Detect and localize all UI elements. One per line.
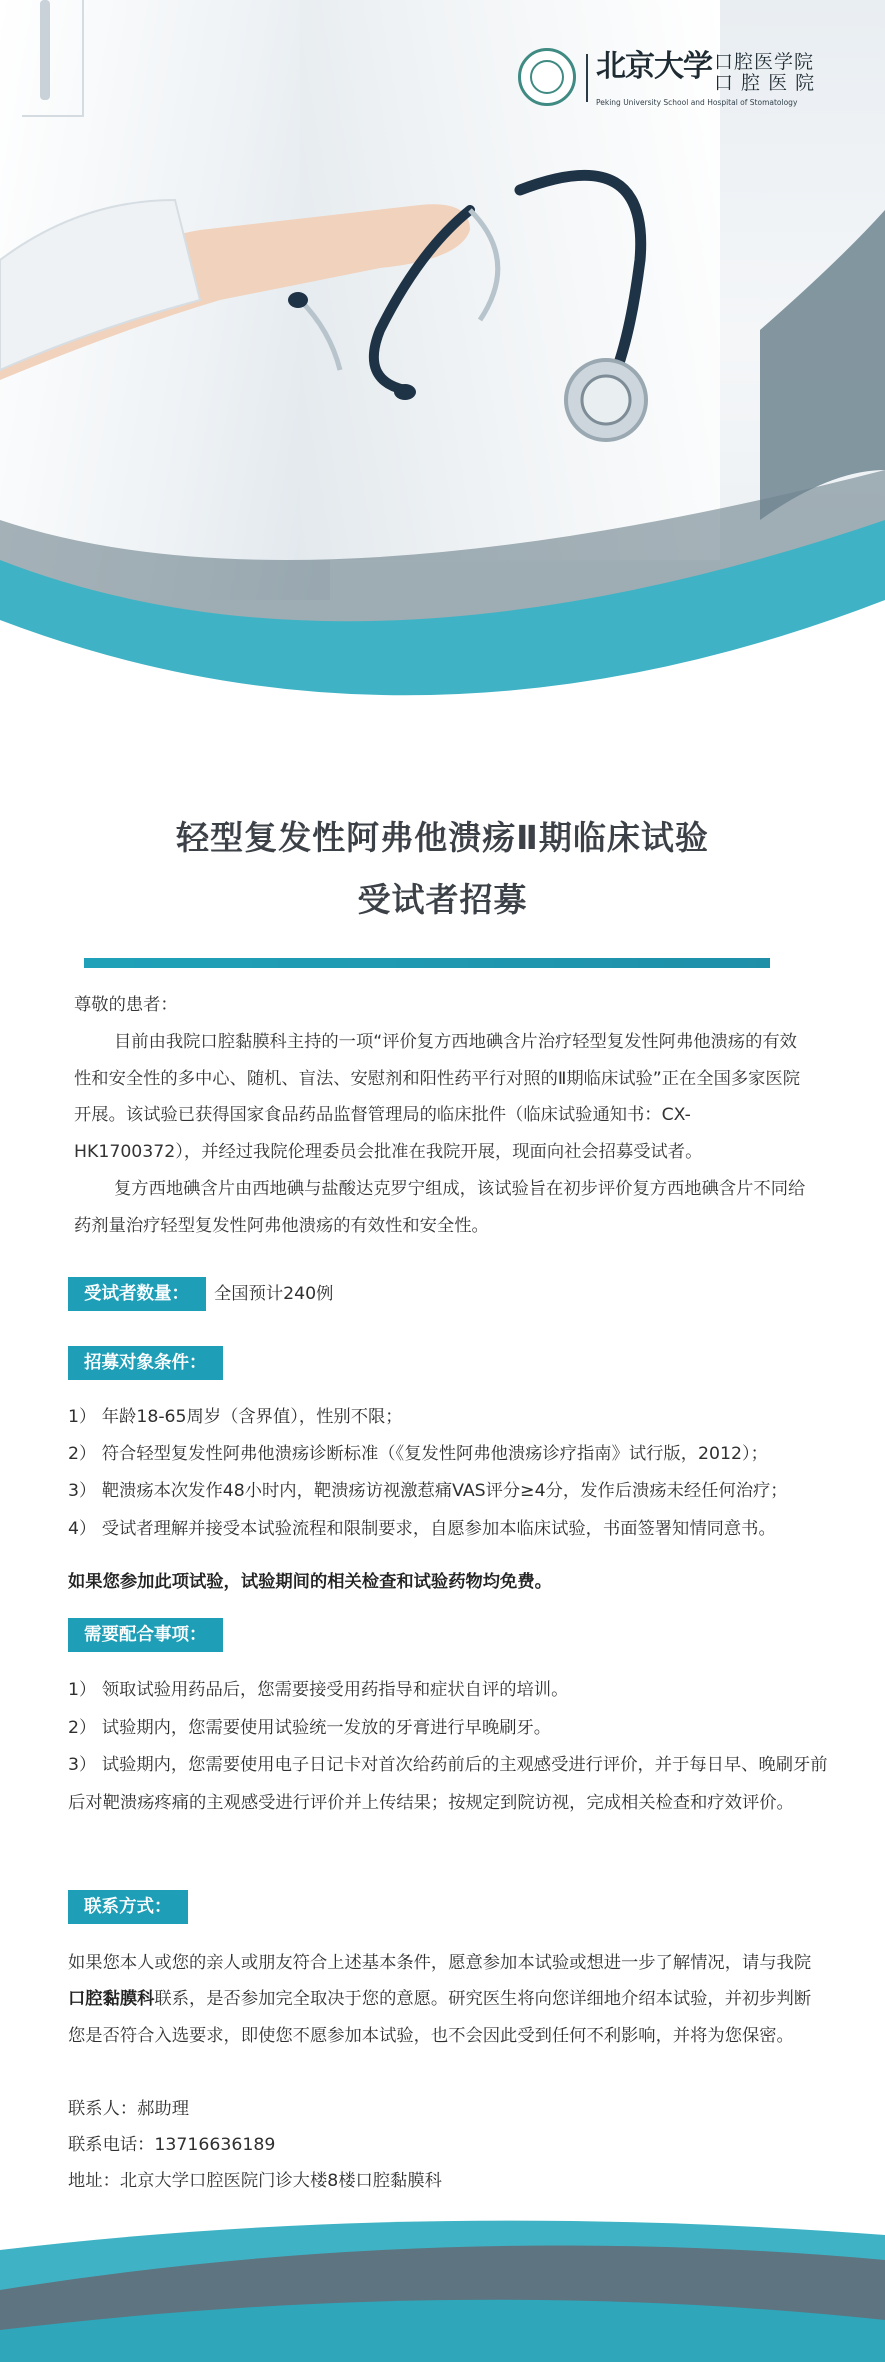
logo-english-name: Peking University School and Hospital of Stomatology	[596, 98, 798, 107]
logo-hospital-name: 口 腔 医 院	[714, 72, 816, 94]
title-divider	[84, 958, 770, 968]
section-label-criteria: 招募对象条件：	[68, 1346, 223, 1380]
footer-wave	[0, 2180, 885, 2362]
contact-person: 联系人：郝助理	[68, 2099, 189, 2119]
list-item: 3） 试验期内，您需要使用电子日记卡对首次给药前后的主观感受进行评价，并于每日早、晚刷牙前后对靶溃疡疼痛的主观感受进行评价并上传结果；按规定到院访视，完成相关检查和疗效评价。	[68, 1755, 828, 1813]
free-of-charge-note: 如果您参加此项试验，试验期间的相关检查和试验药物均免费。	[68, 1572, 552, 1592]
section-label-contact: 联系方式：	[68, 1890, 188, 1924]
section-label-count: 受试者数量：	[68, 1277, 206, 1311]
list-item: 2） 符合轻型复发性阿弗他溃疡诊断标准（《复发性阿弗他溃疡诊疗指南》试行版，2012）；	[68, 1444, 768, 1465]
salutation: 尊敬的患者：	[74, 995, 178, 1015]
logo-divider	[586, 54, 588, 102]
contact-paragraph	[68, 1945, 820, 2054]
list-item: 1） 领取试验用药品后，您需要接受用药指导和症状自评的培训。	[68, 1680, 569, 1700]
pen-icon	[40, 0, 50, 100]
contact-text-after: 联系，是否参加完全取决于您的意愿。研究医生将向您详细地介绍本试验，并初步判断您是否符合入选要求，即使您不愿参加本试验，也不会因此受到任何不利影响，并将为您保密。	[68, 1989, 812, 2046]
section-label-cooperation: 需要配合事项：	[68, 1618, 223, 1652]
participant-count: 全国预计240例	[214, 1284, 334, 1304]
list-item: 4） 受试者理解并接受本试验流程和限制要求，自愿参加本临床试验，书面签署知情同意书。	[68, 1518, 776, 1539]
criteria-list	[68, 1399, 828, 1548]
page-subtitle: 受试者招募	[357, 880, 528, 919]
cooperation-list	[68, 1672, 828, 1822]
university-logo	[518, 46, 824, 116]
contact-text-before: 如果您本人或您的亲人或朋友符合上述基本条件，愿意参加本试验或想进一步了解情况，请与我院	[68, 1953, 812, 1973]
logo-school-name: 口腔医学院	[714, 51, 815, 73]
list-item: 3） 靶溃疡本次发作48小时内，靶溃疡访视激惹痛VAS评分≥4分，发作后溃疡未经任何治疗；	[68, 1481, 788, 1502]
department-name: 口腔黏膜科	[68, 1989, 155, 2010]
intro-paragraph-2: 复方西地碘含片由西地碘与盐酸达克罗宁组成，该试验旨在初步评价复方西地碘含片不同给药剂量治疗轻型复发性阿弗他溃疡的有效性和安全性。	[74, 1179, 806, 1236]
intro-paragraph-1: 目前由我院口腔黏膜科主持的一项“评价复方西地碘含片治疗轻型复发性阿弗他溃疡的有效性和安全性的多中心、随机、盲法、安慰剂和阳性药平行对照的Ⅱ期临床试验”正在全国多家医院开展。该试验已获得国家食品药品监督管理局的临床批件（临床试验通知书：CX-HK1700372），并经过我院伦理委员会批准在我院开展，现面向社会招募受试者。	[74, 1032, 800, 1162]
logo-university-name: 北京大学	[596, 49, 712, 84]
page-title: 轻型复发性阿弗他溃疡Ⅱ期临床试验	[176, 818, 709, 857]
list-item: 1） 年龄18-65周岁（含界值），性别不限；	[68, 1407, 403, 1427]
list-item: 2） 试验期内，您需要使用试验统一发放的牙膏进行早晚刷牙。	[68, 1717, 552, 1738]
contact-address: 地址：北京大学口腔医院门诊大楼8楼口腔黏膜科	[68, 2171, 442, 2191]
university-seal-icon	[518, 48, 576, 106]
sleeve-cuff	[0, 200, 200, 370]
contact-phone: 联系电话：13716636189	[68, 2135, 276, 2155]
